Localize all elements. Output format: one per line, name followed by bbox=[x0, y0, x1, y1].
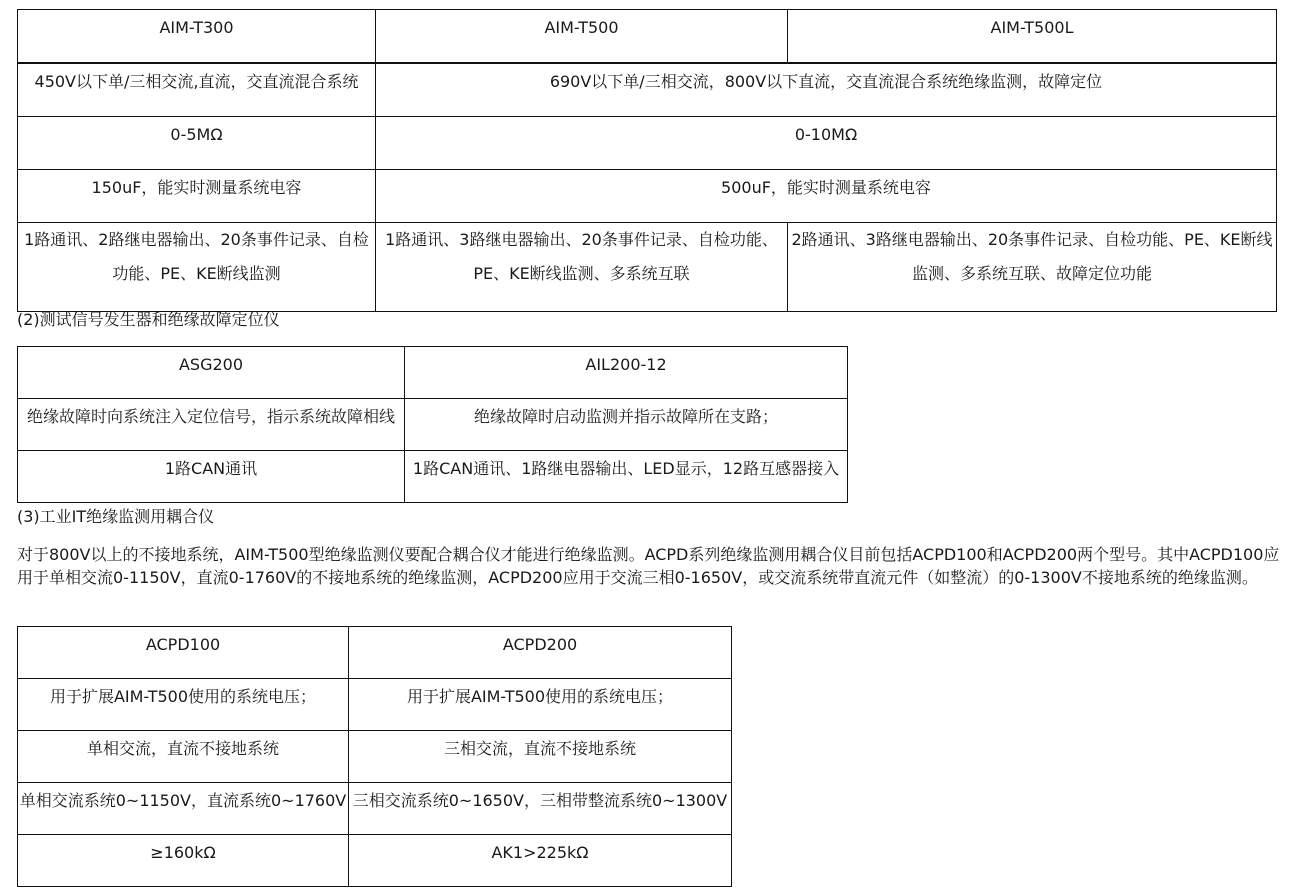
table-row bbox=[18, 731, 732, 783]
locator-spec-table bbox=[17, 346, 848, 503]
body-paragraph: 对于800V以上的不接地系统，AIM-T500型绝缘监测仪要配合耦合仪才能进行绝缘监测。ACPD系列绝缘监测用耦合仪目前包括ACPD100和ACPD200两个型号。其中ACPD100应用于单相交流0-1150V，直流0-1760V的不接地系统的绝缘监测，ACPD200应用于交流三相0-1650V，或交流系统带直流元件（如整流）的0-1300V不接地系统的绝缘监测。 bbox=[17, 545, 1280, 587]
table-cell: 1路CAN通讯 bbox=[18, 451, 405, 503]
table-cell: ≥160kΩ bbox=[18, 835, 349, 887]
table-cell: 450V以下单/三相交流,直流，交直流混合系统 bbox=[18, 63, 376, 117]
model-spec-table bbox=[17, 9, 1277, 312]
table-cell: 0-10MΩ bbox=[376, 117, 1277, 170]
header-cell: ACPD200 bbox=[349, 627, 732, 679]
table-cell: 1路CAN通讯、1路继电器输出、LED显示，12路互感器接入 bbox=[405, 451, 848, 503]
table-header-row bbox=[18, 347, 848, 399]
header-cell: ASG200 bbox=[18, 347, 405, 399]
table-row bbox=[18, 835, 732, 887]
table-row bbox=[18, 63, 1277, 117]
table-cell: 用于扩展AIM-T500使用的系统电压； bbox=[18, 679, 349, 731]
table-row bbox=[18, 170, 1277, 223]
header-cell: AIL200-12 bbox=[405, 347, 848, 399]
header-cell: AIM-T500 bbox=[376, 10, 788, 64]
table-cell: 0-5MΩ bbox=[18, 117, 376, 170]
table-header-row bbox=[18, 10, 1277, 64]
table-row bbox=[18, 783, 732, 835]
table-cell: 用于扩展AIM-T500使用的系统电压； bbox=[349, 679, 732, 731]
table-cell: 三相交流系统0~1650V，三相带整流系统0~1300V bbox=[349, 783, 732, 835]
table-row bbox=[18, 679, 732, 731]
table-cell: 三相交流，直流不接地系统 bbox=[349, 731, 732, 783]
table-cell: 2路通讯、3路继电器输出、20条事件记录、自检功能、PE、KE断线监测、多系统互联、故障定位功能 bbox=[788, 223, 1277, 312]
table-row bbox=[18, 223, 1277, 312]
coupler-spec-table bbox=[17, 626, 732, 887]
table-row bbox=[18, 399, 848, 451]
table-cell: 单相交流，直流不接地系统 bbox=[18, 731, 349, 783]
table-cell: 绝缘故障时向系统注入定位信号，指示系统故障相线 bbox=[18, 399, 405, 451]
table-cell: 单相交流系统0~1150V，直流系统0~1760V bbox=[18, 783, 349, 835]
table-cell: 150uF，能实时测量系统电容 bbox=[18, 170, 376, 223]
section-heading: (2)测试信号发生器和绝缘故障定位仪 bbox=[17, 310, 280, 329]
header-cell: AIM-T500L bbox=[788, 10, 1277, 64]
table-cell: 1路通讯、2路继电器输出、20条事件记录、自检功能、PE、KE断线监测 bbox=[18, 223, 376, 312]
table-row bbox=[18, 451, 848, 503]
table-cell: 1路通讯、3路继电器输出、20条事件记录、自检功能、PE、KE断线监测、多系统互联 bbox=[376, 223, 788, 312]
table-header-row bbox=[18, 627, 732, 679]
section-heading: (3)工业IT绝缘监测用耦合仪 bbox=[17, 507, 215, 526]
table-cell: 绝缘故障时启动监测并指示故障所在支路； bbox=[405, 399, 848, 451]
table-cell: 690V以下单/三相交流，800V以下直流，交直流混合系统绝缘监测，故障定位 bbox=[376, 63, 1277, 117]
header-cell: ACPD100 bbox=[18, 627, 349, 679]
table-cell: 500uF，能实时测量系统电容 bbox=[376, 170, 1277, 223]
table-row bbox=[18, 117, 1277, 170]
table-cell: AK1>225kΩ bbox=[349, 835, 732, 887]
header-cell: AIM-T300 bbox=[18, 10, 376, 64]
